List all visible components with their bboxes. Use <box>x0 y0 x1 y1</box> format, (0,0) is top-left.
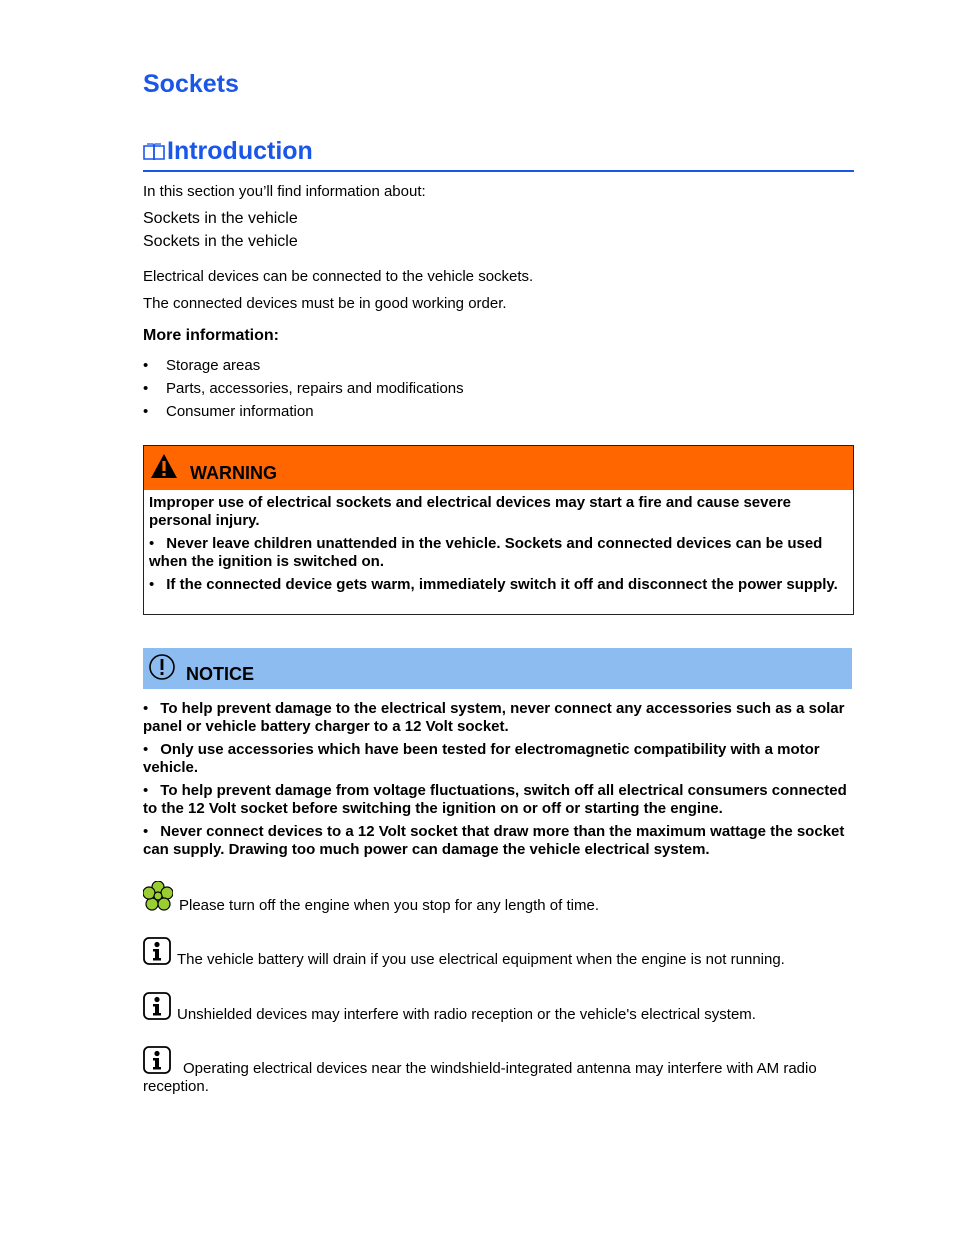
info-note: Unshielded devices may interfere with radio reception or the vehicle's electrical system. <box>177 1006 756 1023</box>
page-title: Sockets <box>143 70 239 98</box>
section-heading <box>143 136 854 172</box>
paragraph-2: The connected devices must be in good working order. <box>143 295 507 312</box>
warning-label: WARNING <box>190 463 277 483</box>
notice-item: • To help prevent damage to the electrical system, never connect any accessories such as a solar panel or vehicle battery charger to a 12 Volt socket. <box>143 700 845 735</box>
warning-triangle-icon <box>149 452 179 480</box>
info-note: The vehicle battery will drain if you use electrical equipment when the engine is not running. <box>177 951 785 968</box>
environment-flower-icon <box>143 881 173 911</box>
notice-exclamation-icon <box>148 653 176 681</box>
notice-item: • Only use accessories which have been tested for electromagnetic compatibility with a motor vehicle. <box>143 741 820 776</box>
section-title: Introduction <box>167 137 313 165</box>
info-note: Operating electrical devices near the windshield-integrated antenna may interfere with AM radio reception. <box>143 1060 817 1095</box>
book-icon <box>143 142 165 162</box>
info-icon <box>143 992 171 1020</box>
link-sockets-1[interactable]: Sockets in the vehicle <box>143 210 298 227</box>
warning-header <box>144 446 853 490</box>
notice-header <box>143 648 852 689</box>
warning-box <box>143 445 854 615</box>
link-parts-accessories[interactable]: Parts, accessories, repairs and modifications <box>166 380 464 397</box>
intro-lead: In this section you’ll find information about: <box>143 183 426 200</box>
more-info-heading: More information: <box>143 327 279 344</box>
notice-item: • Never connect devices to a 12 Volt socket that draw more than the maximum wattage the socket can supply. Drawing too much power can damage the vehicle electrical system. <box>143 823 845 858</box>
notice-label: NOTICE <box>186 664 255 684</box>
link-consumer-information[interactable]: Consumer information <box>166 403 314 420</box>
warning-item: • If the connected device gets warm, immediately switch it off and disconnect the power supply. <box>149 576 838 593</box>
paragraph-1: Electrical devices can be connected to the vehicle sockets. <box>143 268 534 285</box>
warning-item: • Never leave children unattended in the vehicle. Sockets and connected devices can be used when the ignition is switched on. <box>149 535 823 570</box>
link-storage-areas[interactable]: Storage areas <box>166 357 261 374</box>
info-icon <box>143 937 171 965</box>
notice-item: • To help prevent damage from voltage fluctuations, switch off all electrical consumers connected to the 12 Volt socket before switching the ignition on or off or starting the engine. <box>143 782 847 817</box>
environment-note: Please turn off the engine when you stop for any length of time. <box>179 897 599 914</box>
warning-lead: Improper use of electrical sockets and electrical devices may start a fire and cause severe personal injury. <box>149 494 791 529</box>
link-sockets-2[interactable]: Sockets in the vehicle <box>143 233 298 250</box>
